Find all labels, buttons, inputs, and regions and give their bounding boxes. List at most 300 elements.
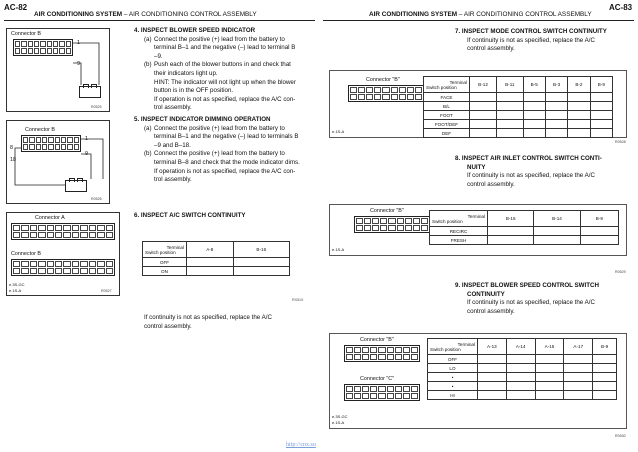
step-marker: (a) xyxy=(144,35,152,43)
text-line: If continuity is not as specified, replace the A/C xyxy=(467,36,595,44)
step-b-line xyxy=(134,61,314,70)
text-line: control assembly. xyxy=(467,45,515,53)
continuity-cell xyxy=(497,120,523,129)
connector-c-diagram xyxy=(344,384,420,401)
connector-pin xyxy=(395,393,402,399)
connector-pin xyxy=(63,232,70,238)
continuity-cell xyxy=(523,102,545,111)
connector-pin xyxy=(354,347,361,353)
connector-pin xyxy=(378,347,385,353)
figure-ac-switch-connectors xyxy=(6,212,120,296)
connector-pin xyxy=(89,268,96,274)
text-line: HINT: The indicator will not light up when the blower xyxy=(154,78,296,86)
corner-terminal: Terminal xyxy=(457,341,475,347)
text-line: terminal B–1 and the negative (–) lead to terminals B xyxy=(154,133,299,141)
switch-position-label: LO xyxy=(428,364,478,373)
column-header: B-11 xyxy=(497,77,523,93)
connector-pin xyxy=(399,87,406,93)
continuity-cell xyxy=(535,355,564,364)
connector-label: Connector "B" xyxy=(370,208,404,214)
battery-icon xyxy=(79,86,101,98)
connector-label: Connector "B" xyxy=(366,77,400,83)
column-header: B-15 xyxy=(488,211,534,227)
connector-pin xyxy=(403,347,410,353)
connector-pin xyxy=(362,347,369,353)
continuity-cell xyxy=(580,236,618,245)
table-row xyxy=(428,355,617,364)
connector-label: Connector B xyxy=(11,31,41,37)
corner-switch-position: Switch position xyxy=(145,249,176,255)
engine-label-2: e.1S-A xyxy=(9,288,22,293)
connector-b-diagram xyxy=(344,345,420,362)
connector-pin xyxy=(80,268,87,274)
connector-pin xyxy=(391,94,398,100)
connector-label: Connector B xyxy=(25,127,55,133)
table-row xyxy=(143,267,290,276)
switch-position-label: • xyxy=(428,382,478,391)
section-heading: 9. INSPECT BLOWER SPEED CONTROL SWITCH xyxy=(455,282,599,289)
connector-pin xyxy=(356,225,363,231)
column-header: B-2 xyxy=(568,77,590,93)
table-row xyxy=(428,391,617,400)
connector-pin xyxy=(405,218,412,224)
section-heading: 4. INSPECT BLOWER SPEED INDICATOR xyxy=(134,27,256,34)
connector-pin xyxy=(387,354,394,360)
connector-pin xyxy=(403,354,410,360)
connector-pin xyxy=(388,218,395,224)
connector-pin xyxy=(89,225,96,231)
connector-pin xyxy=(415,94,422,100)
connector-pin xyxy=(382,87,389,93)
continuity-cell xyxy=(593,364,617,373)
connector-pin xyxy=(374,94,381,100)
continuity-cell xyxy=(470,93,497,102)
step-marker: (b) xyxy=(144,150,152,158)
section-7 xyxy=(455,28,635,54)
connector-pin xyxy=(387,386,394,392)
connector-pin xyxy=(421,225,428,231)
connector-pin xyxy=(30,225,37,231)
connector-pin xyxy=(372,218,379,224)
battery-icon xyxy=(65,180,87,192)
connector-pin xyxy=(358,94,365,100)
connector-pin xyxy=(55,225,62,231)
section-6 xyxy=(134,212,314,221)
connector-pin xyxy=(89,232,96,238)
figure-code: R0525 xyxy=(91,105,102,109)
connector-pin xyxy=(380,225,387,231)
column-header: B-9 xyxy=(580,211,618,227)
section-heading-cont: NUITY xyxy=(467,163,486,171)
section-6-note xyxy=(144,314,314,331)
continuity-cell xyxy=(564,373,593,382)
connector-pin xyxy=(63,268,70,274)
continuity-cell xyxy=(233,267,289,276)
step-marker: (a) xyxy=(144,124,152,132)
running-head-system: AIR CONDITIONING SYSTEM xyxy=(34,11,123,18)
continuity-cell xyxy=(564,391,593,400)
connector-pin xyxy=(47,225,54,231)
table-corner xyxy=(424,77,470,93)
connector-pin xyxy=(38,225,45,231)
figure-code: RX51X xyxy=(292,298,304,302)
switch-position-label: OFF xyxy=(143,258,187,267)
continuity-cell xyxy=(523,93,545,102)
connector-pin xyxy=(72,268,79,274)
connector-pin xyxy=(13,232,20,238)
text-line: control assembly. xyxy=(144,322,192,330)
connector-pin xyxy=(395,354,402,360)
text-line: If operation is not as specified, replace the A/C con- xyxy=(154,167,296,175)
continuity-cell xyxy=(593,355,617,364)
wiring-lines xyxy=(7,29,111,113)
column-header: B-5 xyxy=(523,77,545,93)
connector-pin xyxy=(378,393,385,399)
connector-pin xyxy=(106,261,113,267)
continuity-cell xyxy=(187,258,234,267)
connector-pin xyxy=(80,225,87,231)
connector-pin xyxy=(350,87,357,93)
connector-pin xyxy=(346,393,353,399)
pin-9-label: 9 xyxy=(77,61,80,67)
column-header: B-12 xyxy=(470,77,497,93)
column-header: A-13 xyxy=(478,339,507,355)
connector-pin xyxy=(403,393,410,399)
connector-pin xyxy=(382,94,389,100)
continuity-cell xyxy=(545,93,567,102)
connector-b-diagram xyxy=(11,259,115,276)
connector-pin xyxy=(106,232,113,238)
connector-pin xyxy=(30,261,37,267)
connector-pin xyxy=(413,225,420,231)
corner-switch-position: Switch position xyxy=(430,346,461,352)
connector-pin xyxy=(21,268,28,274)
connector-a-label: Connector A xyxy=(35,215,65,221)
text: Connect the positive (+) lead from the battery to xyxy=(154,124,285,132)
switch-position-label: FRESH xyxy=(430,236,488,245)
section-9 xyxy=(455,282,635,316)
connector-pin xyxy=(47,268,54,274)
blower-speed-continuity-table xyxy=(427,338,617,400)
figure-code: R0527 xyxy=(101,289,112,293)
connector-pin xyxy=(55,268,62,274)
table-row xyxy=(428,382,617,391)
column-header: B-3 xyxy=(545,77,567,93)
connector-pin xyxy=(13,225,20,231)
connector-pin xyxy=(374,87,381,93)
connector-pin xyxy=(80,261,87,267)
connector-pin xyxy=(97,232,104,238)
text-line: control assembly. xyxy=(467,307,515,315)
running-head-system: AIR CONDITIONING SYSTEM xyxy=(369,11,458,18)
continuity-cell xyxy=(506,373,535,382)
column-header: A-17 xyxy=(564,339,593,355)
connector-pin xyxy=(63,261,70,267)
continuity-cell xyxy=(506,364,535,373)
connector-pin xyxy=(407,87,414,93)
corner-switch-position: Switch position xyxy=(432,218,463,224)
column-header: B-16 xyxy=(233,242,289,258)
step-b-line xyxy=(134,150,314,159)
connector-pin xyxy=(38,268,45,274)
connector-pin xyxy=(354,386,361,392)
figure-code: R0526 xyxy=(91,197,102,201)
continuity-cell xyxy=(590,120,612,129)
connector-pin xyxy=(364,225,371,231)
connector-pin xyxy=(97,268,104,274)
switch-position-label: B/L xyxy=(424,102,470,111)
corner-terminal: Terminal xyxy=(467,213,485,219)
continuity-cell xyxy=(478,373,507,382)
connector-pin xyxy=(106,225,113,231)
switch-position-label: ON xyxy=(143,267,187,276)
header-rule xyxy=(4,20,315,21)
connector-pin xyxy=(106,268,113,274)
engine-label: e.1S-A xyxy=(332,247,345,252)
connector-c-label: Connector "C" xyxy=(360,376,395,382)
connector-pin xyxy=(370,386,377,392)
table-row xyxy=(424,129,613,138)
connector-pin xyxy=(47,261,54,267)
running-head-topic: – AIR CONDITIONING CONTROL ASSEMBLY xyxy=(123,11,257,18)
column-header: A-14 xyxy=(506,339,535,355)
connector-pin xyxy=(354,393,361,399)
connector-pin xyxy=(364,218,371,224)
continuity-cell xyxy=(590,129,612,138)
ac-switch-continuity-table xyxy=(142,241,290,276)
page-number: AC-82 xyxy=(4,3,28,12)
continuity-cell xyxy=(470,120,497,129)
continuity-cell xyxy=(497,129,523,138)
connector-pin xyxy=(397,218,404,224)
continuity-cell xyxy=(488,236,534,245)
switch-position-label: HI xyxy=(428,391,478,400)
engine-label-1: e.3S-GC xyxy=(9,282,25,287)
connector-pin xyxy=(358,87,365,93)
right-page xyxy=(319,0,638,452)
continuity-cell xyxy=(233,258,289,267)
connector-pin xyxy=(399,94,406,100)
figure-code: R0530 xyxy=(615,434,626,438)
continuity-cell xyxy=(478,391,507,400)
continuity-cell xyxy=(564,364,593,373)
continuity-cell xyxy=(564,382,593,391)
text-line: If continuity is not as specified, replace the A/C xyxy=(144,314,272,321)
connector-pin xyxy=(405,225,412,231)
continuity-cell xyxy=(545,102,567,111)
connector-pin xyxy=(80,232,87,238)
connector-pin xyxy=(89,261,96,267)
continuity-cell xyxy=(523,111,545,120)
continuity-cell xyxy=(470,129,497,138)
connector-b-diagram xyxy=(348,85,424,102)
connector-pin xyxy=(30,268,37,274)
continuity-cell xyxy=(564,355,593,364)
table-row xyxy=(428,373,617,382)
connector-pin xyxy=(21,261,28,267)
corner-terminal: Terminal xyxy=(449,79,467,85)
column-header: B-14 xyxy=(534,211,580,227)
connector-pin xyxy=(21,225,28,231)
switch-position-label: OFF xyxy=(428,355,478,364)
connector-pin xyxy=(21,232,28,238)
connector-pin xyxy=(346,386,353,392)
continuity-cell xyxy=(545,120,567,129)
connector-pin xyxy=(395,386,402,392)
connector-b-label: Connector "B" xyxy=(360,337,394,343)
connector-pin xyxy=(30,232,37,238)
continuity-cell xyxy=(568,120,590,129)
continuity-cell xyxy=(568,93,590,102)
engine-label-1: e.3S-GC xyxy=(332,414,348,419)
connector-pin xyxy=(354,354,361,360)
figure-blower-indicator xyxy=(6,28,110,112)
connector-pin xyxy=(411,393,418,399)
continuity-cell xyxy=(187,267,234,276)
connector-b-label: Connector B xyxy=(11,251,41,257)
continuity-cell xyxy=(535,364,564,373)
watermark-link[interactable]: http://cnx.su xyxy=(286,442,316,448)
section-5 xyxy=(134,116,314,185)
text-line: trol assembly. xyxy=(154,104,192,112)
text-line: If continuity is not as specified, replace the A/C xyxy=(467,172,595,180)
connector-pin xyxy=(378,386,385,392)
air-inlet-continuity-table xyxy=(429,210,619,245)
connector-pin xyxy=(411,354,418,360)
connector-pin xyxy=(372,225,379,231)
text-line: trol assembly. xyxy=(154,176,192,184)
connector-pin xyxy=(407,94,414,100)
connector-pin xyxy=(387,347,394,353)
continuity-cell xyxy=(497,93,523,102)
switch-position-label: DEF xyxy=(424,129,470,138)
page-number: AC-83 xyxy=(609,3,633,12)
continuity-cell xyxy=(580,227,618,236)
step-a-line xyxy=(134,36,314,45)
wiring-lines xyxy=(7,121,111,205)
figure-code: R0529 xyxy=(615,270,626,274)
continuity-cell xyxy=(535,373,564,382)
continuity-cell xyxy=(478,355,507,364)
connector-pin xyxy=(362,354,369,360)
table-row xyxy=(143,258,290,267)
section-heading: 5. INSPECT INDICATOR DIMMING OPERATION xyxy=(134,116,271,123)
section-heading: 7. INSPECT MODE CONTROL SWITCH CONTINUITY xyxy=(455,28,607,35)
pin-8-label: 8 xyxy=(10,145,13,151)
connector-pin xyxy=(356,218,363,224)
connector-pin xyxy=(395,347,402,353)
continuity-cell xyxy=(497,102,523,111)
continuity-cell xyxy=(545,111,567,120)
connector-pin xyxy=(97,225,104,231)
continuity-cell xyxy=(534,227,580,236)
section-heading-cont: CONTINUITY xyxy=(467,290,505,298)
connector-pin xyxy=(388,225,395,231)
continuity-cell xyxy=(470,111,497,120)
connector-pin xyxy=(370,347,377,353)
connector-pin xyxy=(391,87,398,93)
connector-pin xyxy=(362,393,369,399)
connector-pin xyxy=(380,218,387,224)
continuity-cell xyxy=(488,227,534,236)
continuity-cell xyxy=(506,382,535,391)
column-header: B-9 xyxy=(593,339,617,355)
connector-pin xyxy=(366,94,373,100)
table-corner xyxy=(428,339,478,355)
connector-pin xyxy=(97,261,104,267)
continuity-cell xyxy=(506,355,535,364)
connector-pin xyxy=(346,354,353,360)
connector-pin xyxy=(421,218,428,224)
running-head-topic: – AIR CONDITIONING CONTROL ASSEMBLY xyxy=(458,11,592,18)
connector-pin xyxy=(38,232,45,238)
continuity-cell xyxy=(568,111,590,120)
text-line: their indicators light up. xyxy=(154,69,218,77)
text-line: –9. xyxy=(154,52,163,60)
connector-pin xyxy=(397,225,404,231)
table-row xyxy=(424,93,613,102)
connector-pin xyxy=(55,232,62,238)
table-row xyxy=(428,364,617,373)
section-heading: 8. INSPECT AIR INLET CONTROL SWITCH CONTI- xyxy=(455,155,602,162)
connector-pin xyxy=(403,386,410,392)
text-line: If continuity is not as specified, replace the A/C xyxy=(467,299,595,307)
corner-switch-position: Switch position xyxy=(426,84,457,90)
connector-pin xyxy=(411,347,418,353)
connector-pin xyxy=(350,94,357,100)
continuity-cell xyxy=(545,129,567,138)
step-marker: (b) xyxy=(144,61,152,69)
text-line: control assembly. xyxy=(467,180,515,188)
connector-a-diagram xyxy=(11,223,115,240)
figure-code: R0528 xyxy=(615,140,626,144)
connector-pin xyxy=(411,386,418,392)
continuity-cell xyxy=(506,391,535,400)
text-line: button is in the OFF position. xyxy=(154,87,234,95)
switch-position-label: FACE xyxy=(424,93,470,102)
connector-pin xyxy=(47,232,54,238)
figure-dimming xyxy=(6,120,110,204)
table-row xyxy=(430,236,619,245)
switch-position-label: FOOT/DEF xyxy=(424,120,470,129)
text-line: If operation is not as specified, replace the A/C con- xyxy=(154,95,296,103)
step-a-line xyxy=(134,125,314,134)
section-4 xyxy=(134,27,314,113)
mode-switch-continuity-table xyxy=(423,76,613,138)
continuity-cell xyxy=(590,93,612,102)
switch-position-label: FOOT xyxy=(424,111,470,120)
connector-pin xyxy=(413,218,420,224)
continuity-cell xyxy=(478,382,507,391)
switch-position-label: • xyxy=(428,373,478,382)
engine-label: e.1S-A xyxy=(332,129,345,134)
continuity-cell xyxy=(535,382,564,391)
continuity-cell xyxy=(470,102,497,111)
running-head xyxy=(34,11,257,18)
continuity-cell xyxy=(534,236,580,245)
section-8 xyxy=(455,155,635,189)
connector-pin xyxy=(13,261,20,267)
table-row xyxy=(430,227,619,236)
connector-pin xyxy=(346,347,353,353)
text: Connect the positive (+) lead from the battery to xyxy=(154,150,285,158)
connector-pin xyxy=(38,261,45,267)
table-row xyxy=(424,102,613,111)
table-corner xyxy=(430,211,488,227)
connector-pin xyxy=(362,386,369,392)
connector-pin xyxy=(63,225,70,231)
connector-pin xyxy=(387,393,394,399)
